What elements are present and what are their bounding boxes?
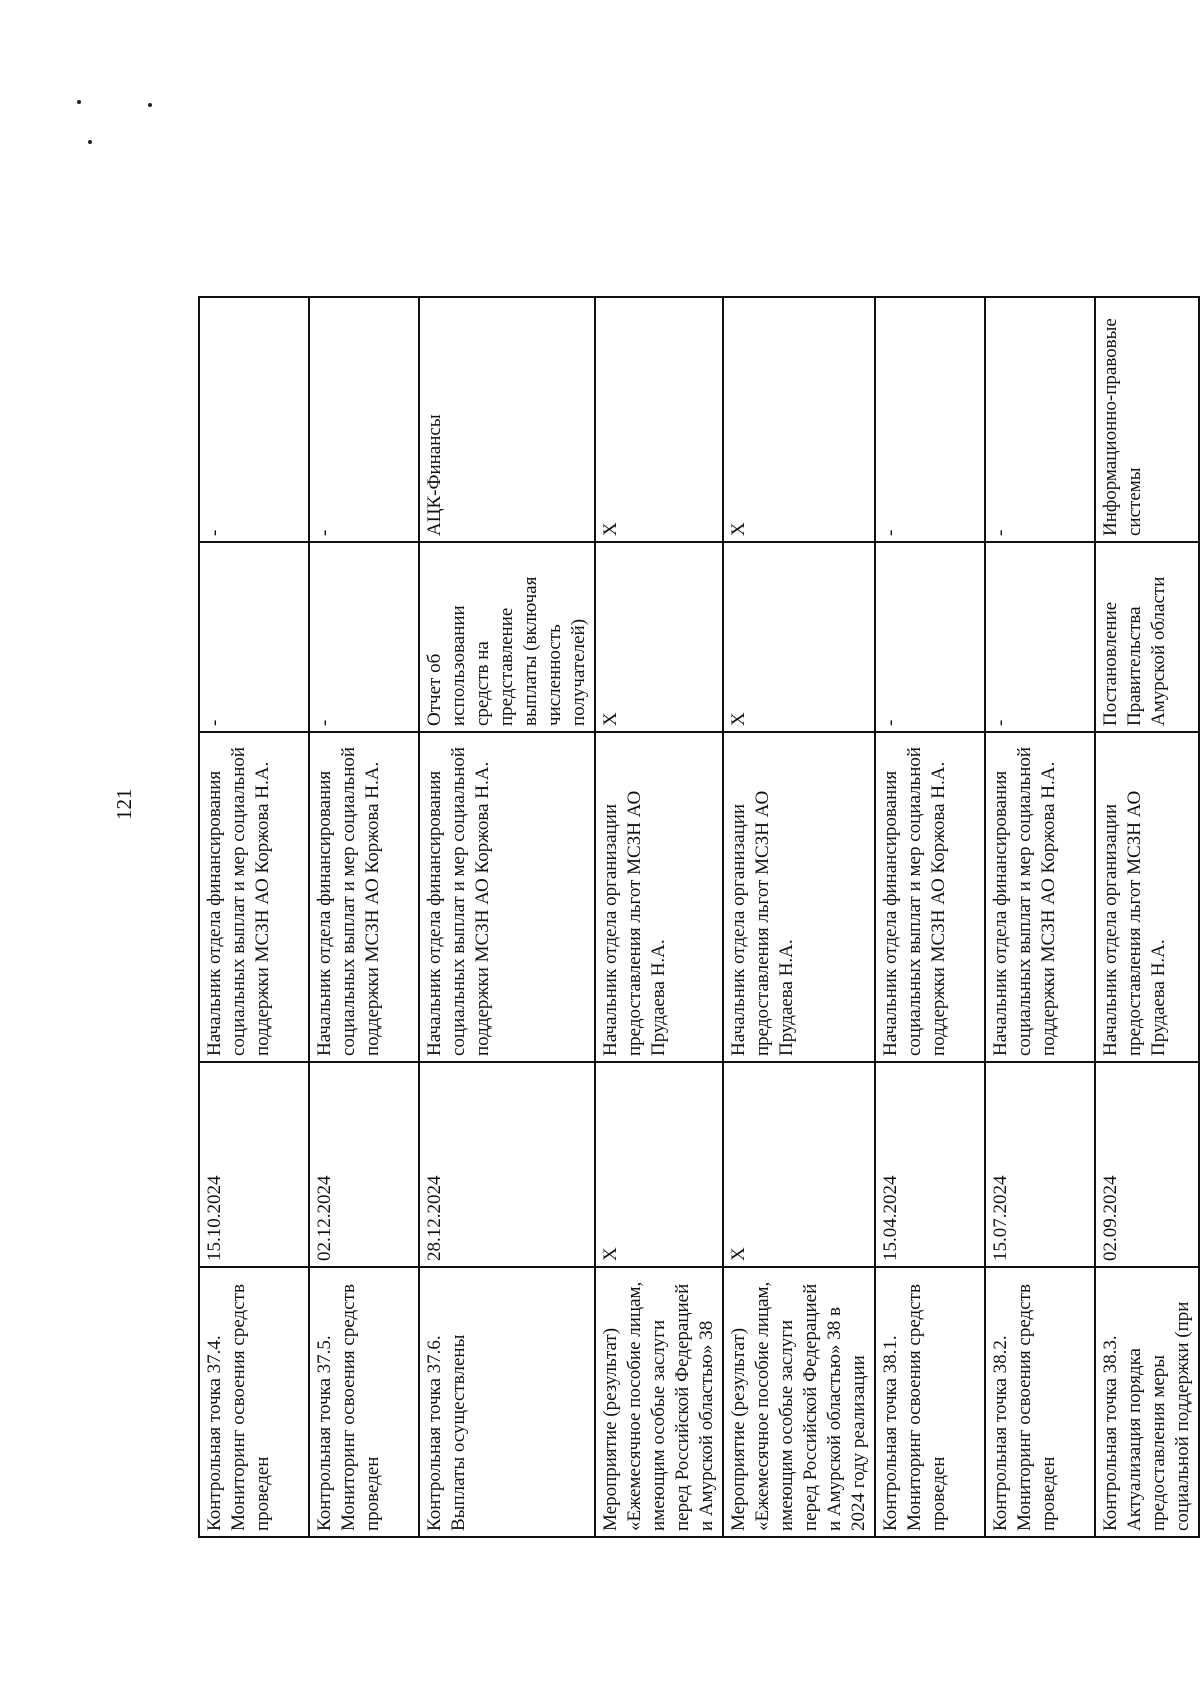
table-row <box>1095 149 1199 1537</box>
system-cell: X <box>595 297 723 542</box>
responsible-cell: Начальник отдела финансирования социальных выплат и мер социальной поддержки МСЗН АО Коржова Н.А. <box>309 732 419 1062</box>
table-row <box>419 149 595 1537</box>
document-cell: - <box>199 542 309 732</box>
table-row <box>723 149 875 1537</box>
table-row <box>309 149 419 1537</box>
table-row <box>985 149 1095 1537</box>
document-cell: X <box>723 542 875 732</box>
document-cell: Отчет об использовании средств на представление выплаты (включая численность получателей) <box>419 542 595 732</box>
system-cell: - <box>875 297 985 542</box>
page-number: 121 <box>112 788 136 820</box>
event-cell: Контрольная точка 37.4. Мониторинг освоения средств проведен <box>199 1267 309 1537</box>
responsible-cell: Начальник отдела финансирования социальных выплат и мер социальной поддержки МСЗН АО Коржова Н.А. <box>199 732 309 1062</box>
scan-speck <box>88 140 92 144</box>
table-row <box>595 149 723 1537</box>
document-cell: - <box>875 542 985 732</box>
date-cell: 02.09.2024 <box>1095 1062 1199 1267</box>
date-cell: 28.12.2024 <box>419 1062 595 1267</box>
system-cell: X <box>723 297 875 542</box>
table-row <box>875 149 985 1537</box>
event-cell: Мероприятие (результат) «Ежемесячное пособие лицам, имеющим особые заслуги перед Российской Федерацией и Амурской областью» 38 <box>595 1267 723 1537</box>
responsible-cell: Начальник отдела финансирования социальных выплат и мер социальной поддержки МСЗН АО Коржова Н.А. <box>419 732 595 1062</box>
responsible-cell: Начальник отдела организации предоставления льгот МСЗН АО Прудаева Н.А. <box>723 732 875 1062</box>
event-cell: Контрольная точка 38.1. Мониторинг освоения средств проведен <box>875 1267 985 1537</box>
responsible-cell: Начальник отдела организации предоставления льгот МСЗН АО Прудаева Н.А. <box>595 732 723 1062</box>
responsible-cell: Начальник отдела финансирования социальных выплат и мер социальной поддержки МСЗН АО Коржова Н.А. <box>875 732 985 1062</box>
event-cell: Контрольная точка 38.3. Актуализация порядка предоставления меры социальной поддержки (при <box>1095 1267 1199 1537</box>
document-cell: X <box>595 542 723 732</box>
system-cell: - <box>985 297 1095 542</box>
date-cell: 15.04.2024 <box>875 1062 985 1267</box>
event-cell: Мероприятие (результат) «Ежемесячное пособие лицам, имеющим особые заслуги перед Российской Федерацией и Амурской областью» 38 в 2024 году реализации <box>723 1267 875 1537</box>
date-cell: 15.07.2024 <box>985 1062 1095 1267</box>
date-cell: 15.10.2024 <box>199 1062 309 1267</box>
table-row <box>199 149 309 1537</box>
date-cell: 02.12.2024 <box>309 1062 419 1267</box>
scan-speck <box>148 103 152 107</box>
responsible-cell: Начальник отдела финансирования социальных выплат и мер социальной поддержки МСЗН АО Коржова Н.А. <box>985 732 1095 1062</box>
system-cell: АЦК-Финансы <box>419 297 595 542</box>
date-cell: X <box>723 1062 875 1267</box>
scan-speck <box>77 100 81 104</box>
document-cell: Постановление Правительства Амурской области <box>1095 542 1199 732</box>
system-cell: Информационно-правовые системы <box>1095 297 1199 542</box>
schedule-table-rotated <box>198 150 1193 1538</box>
responsible-cell: Начальник отдела организации предоставления льгот МСЗН АО Прудаева Н.А. <box>1095 732 1199 1062</box>
event-cell: Контрольная точка 37.5. Мониторинг освоения средств проведен <box>309 1267 419 1537</box>
event-cell: Контрольная точка 37.6. Выплаты осуществлены <box>419 1267 595 1537</box>
schedule-table <box>198 148 1200 1538</box>
document-cell: - <box>309 542 419 732</box>
date-cell: X <box>595 1062 723 1267</box>
system-cell: - <box>199 297 309 542</box>
event-cell: Контрольная точка 38.2. Мониторинг освоения средств проведен <box>985 1267 1095 1537</box>
document-cell: - <box>985 542 1095 732</box>
system-cell: - <box>309 297 419 542</box>
